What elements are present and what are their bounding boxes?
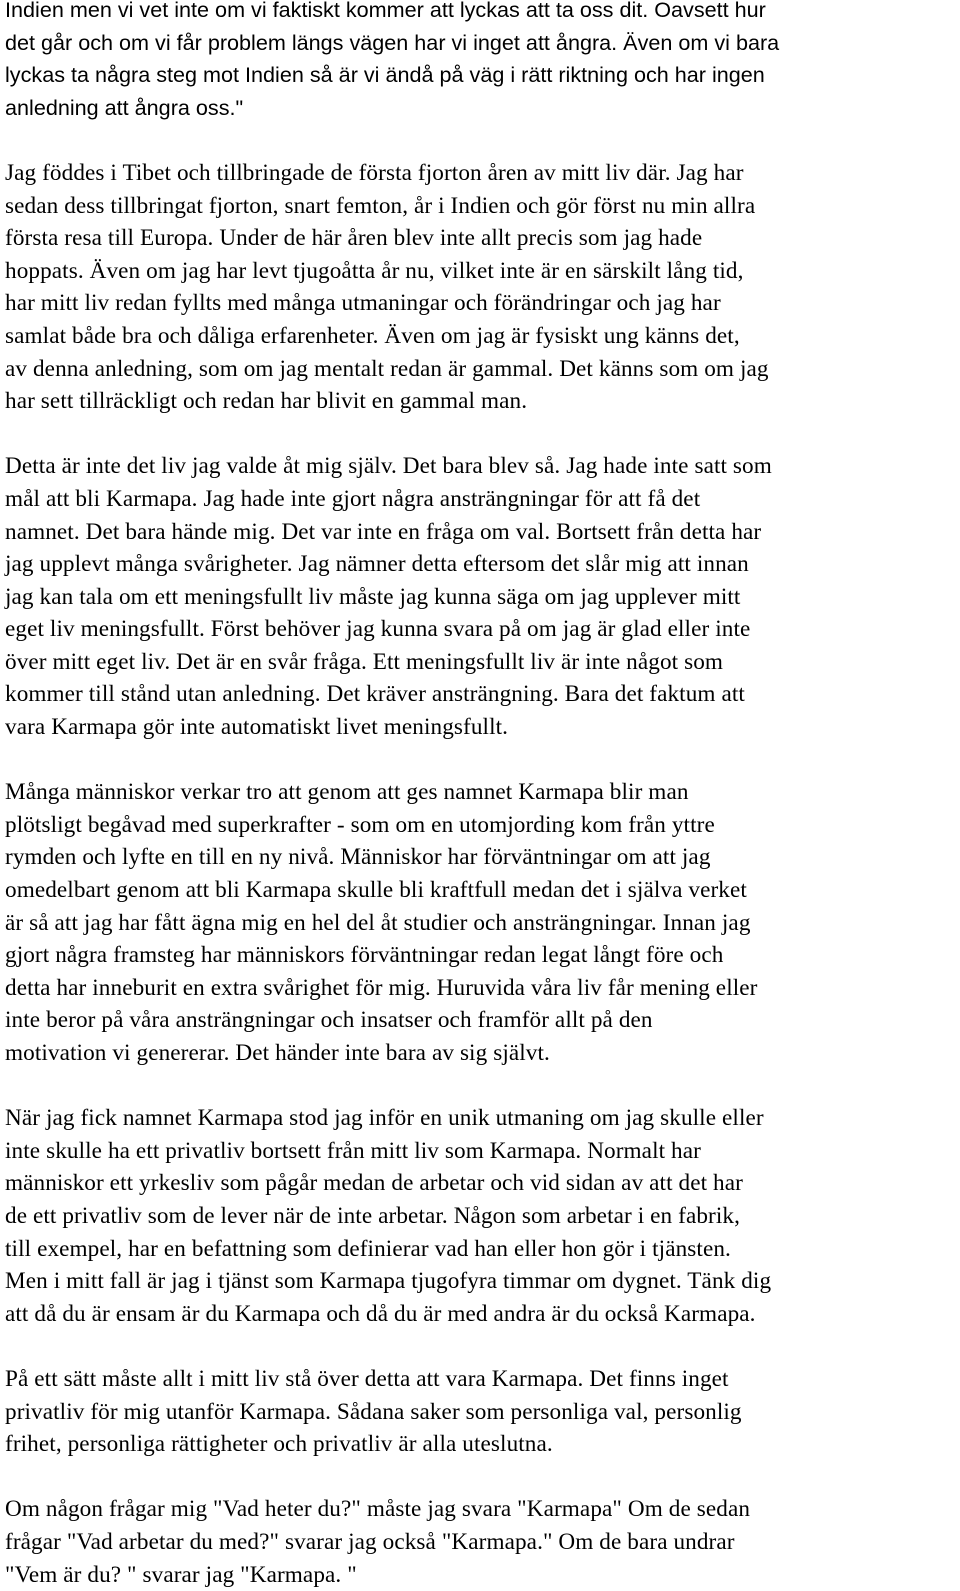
text-line: Många människor verkar tro att genom att ges namnet Karmapa blir man <box>5 779 689 806</box>
text-line: gjort några framsteg har människors förväntningar redan legat långt före och <box>5 942 724 969</box>
text-line: På ett sätt måste allt i mitt liv stå över detta att vara Karmapa. Det finns inget <box>5 1365 729 1392</box>
paragraph-spacer <box>5 1461 955 1494</box>
text-line: När jag fick namnet Karmapa stod jag inför en unik utmaning om jag skulle eller <box>5 1105 764 1132</box>
document-page <box>5 0 955 1591</box>
text-line: sedan dess tillbringat fjorton, snart femton, år i Indien och gör först nu min allra <box>5 192 756 219</box>
paragraph-3 <box>5 450 955 743</box>
text-line: inte skulle ha ett privatliv bortsett från mitt liv som Karmapa. Normalt har <box>5 1137 701 1164</box>
text-line: har sett tillräckligt och redan har blivit en gammal man. <box>5 388 528 415</box>
text-line: Men i mitt fall är jag i tjänst som Karmapa tjugofyra timmar om dygnet. Tänk dig <box>5 1268 772 1295</box>
paragraph-6 <box>5 1363 955 1461</box>
text-line: frågar "Vad arbetar du med?" svarar jag också "Karmapa." Om de bara undrar <box>5 1528 735 1555</box>
text-line: att då du är ensam är du Karmapa och då du är med andra är du också Karmapa. <box>5 1300 756 1327</box>
paragraph-spacer <box>5 124 955 157</box>
text-line: inte beror på våra ansträngningar och insatser och framför allt på den <box>5 1007 653 1034</box>
text-line: motivation vi genererar. Det händer inte bara av sig självt. <box>5 1040 550 1066</box>
paragraph-spacer <box>5 1330 955 1363</box>
text-line: namnet. Det bara hände mig. Det var inte en fråga om val. Bortsett från detta har <box>5 518 762 545</box>
text-line: har mitt liv redan fyllts med många utmaningar och förändringar och jag har <box>5 290 721 317</box>
paragraph-5 <box>5 1102 955 1330</box>
paragraph-1 <box>5 0 955 124</box>
text-line: vara Karmapa gör inte automatiskt livet meningsfullt. <box>5 714 509 741</box>
text-line: av denna anledning, som om jag mentalt redan är gammal. Det känns som om jag <box>5 355 769 382</box>
paragraph-2 <box>5 157 955 418</box>
text-line: jag kan tala om ett meningsfullt liv måste jag kunna säga om jag upplever mitt <box>5 583 741 610</box>
text-line: över mitt eget liv. Det är en svår fråga. Ett meningsfullt liv är inte något som <box>5 648 724 675</box>
paragraph-spacer <box>5 1070 955 1103</box>
text-line: det går och om vi får problem längs vägen har vi inget att ångra. Även om vi bara <box>5 29 780 55</box>
text-line: jag upplevt många svårigheter. Jag nämner detta eftersom det slår mig att innan <box>5 551 749 578</box>
text-line: människor ett yrkesliv som pågår medan de arbetar och vid sidan av att det har <box>5 1170 743 1197</box>
text-line: kommer till stånd utan anledning. Det kräver ansträngning. Bara det faktum att <box>5 681 745 708</box>
text-line: mål att bli Karmapa. Jag hade inte gjort några ansträngningar för att få det <box>5 485 701 512</box>
text-line: Jag föddes i Tibet och tillbringade de första fjorton åren av mitt liv där. Jag har <box>5 159 744 186</box>
text-line: privatliv för mig utanför Karmapa. Sådana saker som personliga val, personlig <box>5 1398 742 1425</box>
text-line: samlat både bra och dåliga erfarenheter. Även om jag är fysiskt ung känns det, <box>5 322 740 349</box>
text-line: Indien men vi vet inte om vi faktiskt kommer att lyckas att ta oss dit. Oavsett hur <box>5 0 766 22</box>
text-line: frihet, personliga rättigheter och privatliv är alla uteslutna. <box>5 1431 553 1458</box>
text-line: plötsligt begåvad med superkrafter - som om en utomjording kom från yttre <box>5 811 715 838</box>
text-line: lyckas ta några steg mot Indien så är vi ändå på väg i rätt riktning och har ingen <box>5 62 765 88</box>
text-line: anledning att ångra oss." <box>5 94 244 120</box>
text-line: omedelbart genom att bli Karmapa skulle bli kraftfull medan det i själva verket <box>5 877 747 904</box>
paragraph-4 <box>5 776 955 1069</box>
paragraph-spacer <box>5 744 955 777</box>
text-line: hoppats. Även om jag har levt tjugoåtta år nu, vilket inte är en särskilt lång tid, <box>5 257 744 284</box>
text-line: rymden och lyfte en till en ny nivå. Människor har förväntningar om att jag <box>5 844 711 871</box>
text-line: första resa till Europa. Under de här åren blev inte allt precis som jag hade <box>5 225 703 252</box>
text-line: till exempel, har en befattning som definierar vad han eller hon gör i tjänsten. <box>5 1235 731 1262</box>
text-line: "Vem är du? " svarar jag "Karmapa. " <box>5 1561 357 1588</box>
text-line: Detta är inte det liv jag valde åt mig själv. Det bara blev så. Jag hade inte satt som <box>5 453 772 480</box>
paragraph-spacer <box>5 418 955 451</box>
text-line: de ett privatliv som de lever när de inte arbetar. Någon som arbetar i en fabrik, <box>5 1202 741 1229</box>
text-line: är så att jag har fått ägna mig en hel del åt studier och ansträngningar. Innan jag <box>5 909 751 936</box>
text-line: detta har inneburit en extra svårighet för mig. Huruvida våra liv får mening eller <box>5 974 758 1001</box>
paragraph-7 <box>5 1493 955 1591</box>
text-line: Om någon frågar mig "Vad heter du?" måste jag svara "Karmapa" Om de sedan <box>5 1496 751 1523</box>
text-line: eget liv meningsfullt. Först behöver jag kunna svara på om jag är glad eller inte <box>5 616 751 643</box>
